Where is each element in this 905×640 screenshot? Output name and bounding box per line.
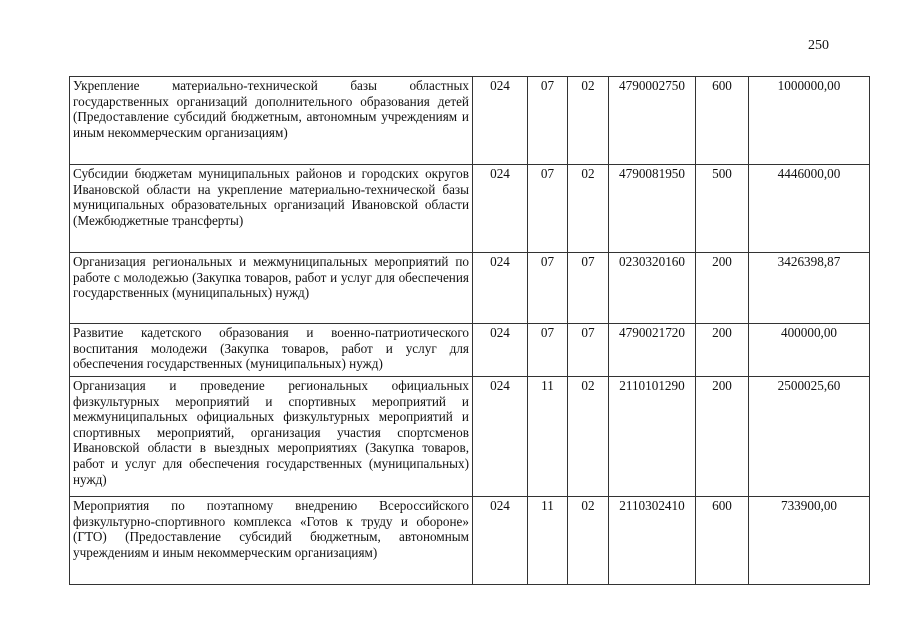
target-article-code: 4790081950 [609, 165, 696, 253]
amount: 1000000,00 [749, 77, 870, 165]
admin-code: 024 [473, 324, 528, 377]
expense-type-code: 500 [696, 165, 749, 253]
table-row [70, 77, 870, 165]
expense-type-code: 200 [696, 253, 749, 324]
row-description: Мероприятия по поэтапному внедрению Всероссийского физкультурно-спортивного комплекса «Готов к труду и обороне» (ГТО) (Предоставление субсидий бюджетным, автономным учреждениям и иным некоммерческим организациям) [70, 497, 473, 585]
subsection-code: 02 [568, 77, 609, 165]
page-number: 250 [808, 38, 829, 53]
admin-code: 024 [473, 165, 528, 253]
subsection-code: 02 [568, 165, 609, 253]
section-code: 11 [528, 377, 568, 497]
target-article-code: 2110101290 [609, 377, 696, 497]
row-description: Организация и проведение региональных официальных физкультурных мероприятий и спортивных мероприятий и межмуниципальных официальных физкультурных мероприятий и спортивных мероприятий, организация участия спортсменов Ивановской области в выездных мероприятиях (Закупка товаров, работ и услуг для обеспечения государственных (муниципальных) нужд) [70, 377, 473, 497]
budget-table [69, 76, 870, 585]
section-code: 11 [528, 497, 568, 585]
row-description: Организация региональных и межмуниципальных мероприятий по работе с молодежью (Закупка товаров, работ и услуг для обеспечения государственных (муниципальных) нужд) [70, 253, 473, 324]
section-code: 07 [528, 165, 568, 253]
table-row [70, 324, 870, 377]
table-row [70, 253, 870, 324]
expense-type-code: 600 [696, 77, 749, 165]
subsection-code: 07 [568, 253, 609, 324]
row-description: Субсидии бюджетам муниципальных районов и городских округов Ивановской области на укрепление материально-технической базы муниципальных образовательных организаций Ивановской области (Межбюджетные трансферты) [70, 165, 473, 253]
admin-code: 024 [473, 497, 528, 585]
target-article-code: 4790021720 [609, 324, 696, 377]
table-row [70, 165, 870, 253]
target-article-code: 0230320160 [609, 253, 696, 324]
subsection-code: 02 [568, 497, 609, 585]
amount: 733900,00 [749, 497, 870, 585]
target-article-code: 2110302410 [609, 497, 696, 585]
admin-code: 024 [473, 377, 528, 497]
section-code: 07 [528, 253, 568, 324]
amount: 400000,00 [749, 324, 870, 377]
subsection-code: 02 [568, 377, 609, 497]
admin-code: 024 [473, 253, 528, 324]
subsection-code: 07 [568, 324, 609, 377]
table-row [70, 377, 870, 497]
expense-type-code: 600 [696, 497, 749, 585]
amount: 3426398,87 [749, 253, 870, 324]
section-code: 07 [528, 324, 568, 377]
table-row [70, 497, 870, 585]
amount: 2500025,60 [749, 377, 870, 497]
expense-type-code: 200 [696, 377, 749, 497]
expense-type-code: 200 [696, 324, 749, 377]
row-description: Развитие кадетского образования и военно-патриотического воспитания молодежи (Закупка товаров, работ и услуг для обеспечения государственных (муниципальных) нужд) [70, 324, 473, 377]
amount: 4446000,00 [749, 165, 870, 253]
row-description: Укрепление материально-технической базы областных государственных организаций дополнительного образования детей (Предоставление субсидий бюджетным, автономным учреждениям и иным некоммерческим организациям) [70, 77, 473, 165]
admin-code: 024 [473, 77, 528, 165]
target-article-code: 4790002750 [609, 77, 696, 165]
section-code: 07 [528, 77, 568, 165]
